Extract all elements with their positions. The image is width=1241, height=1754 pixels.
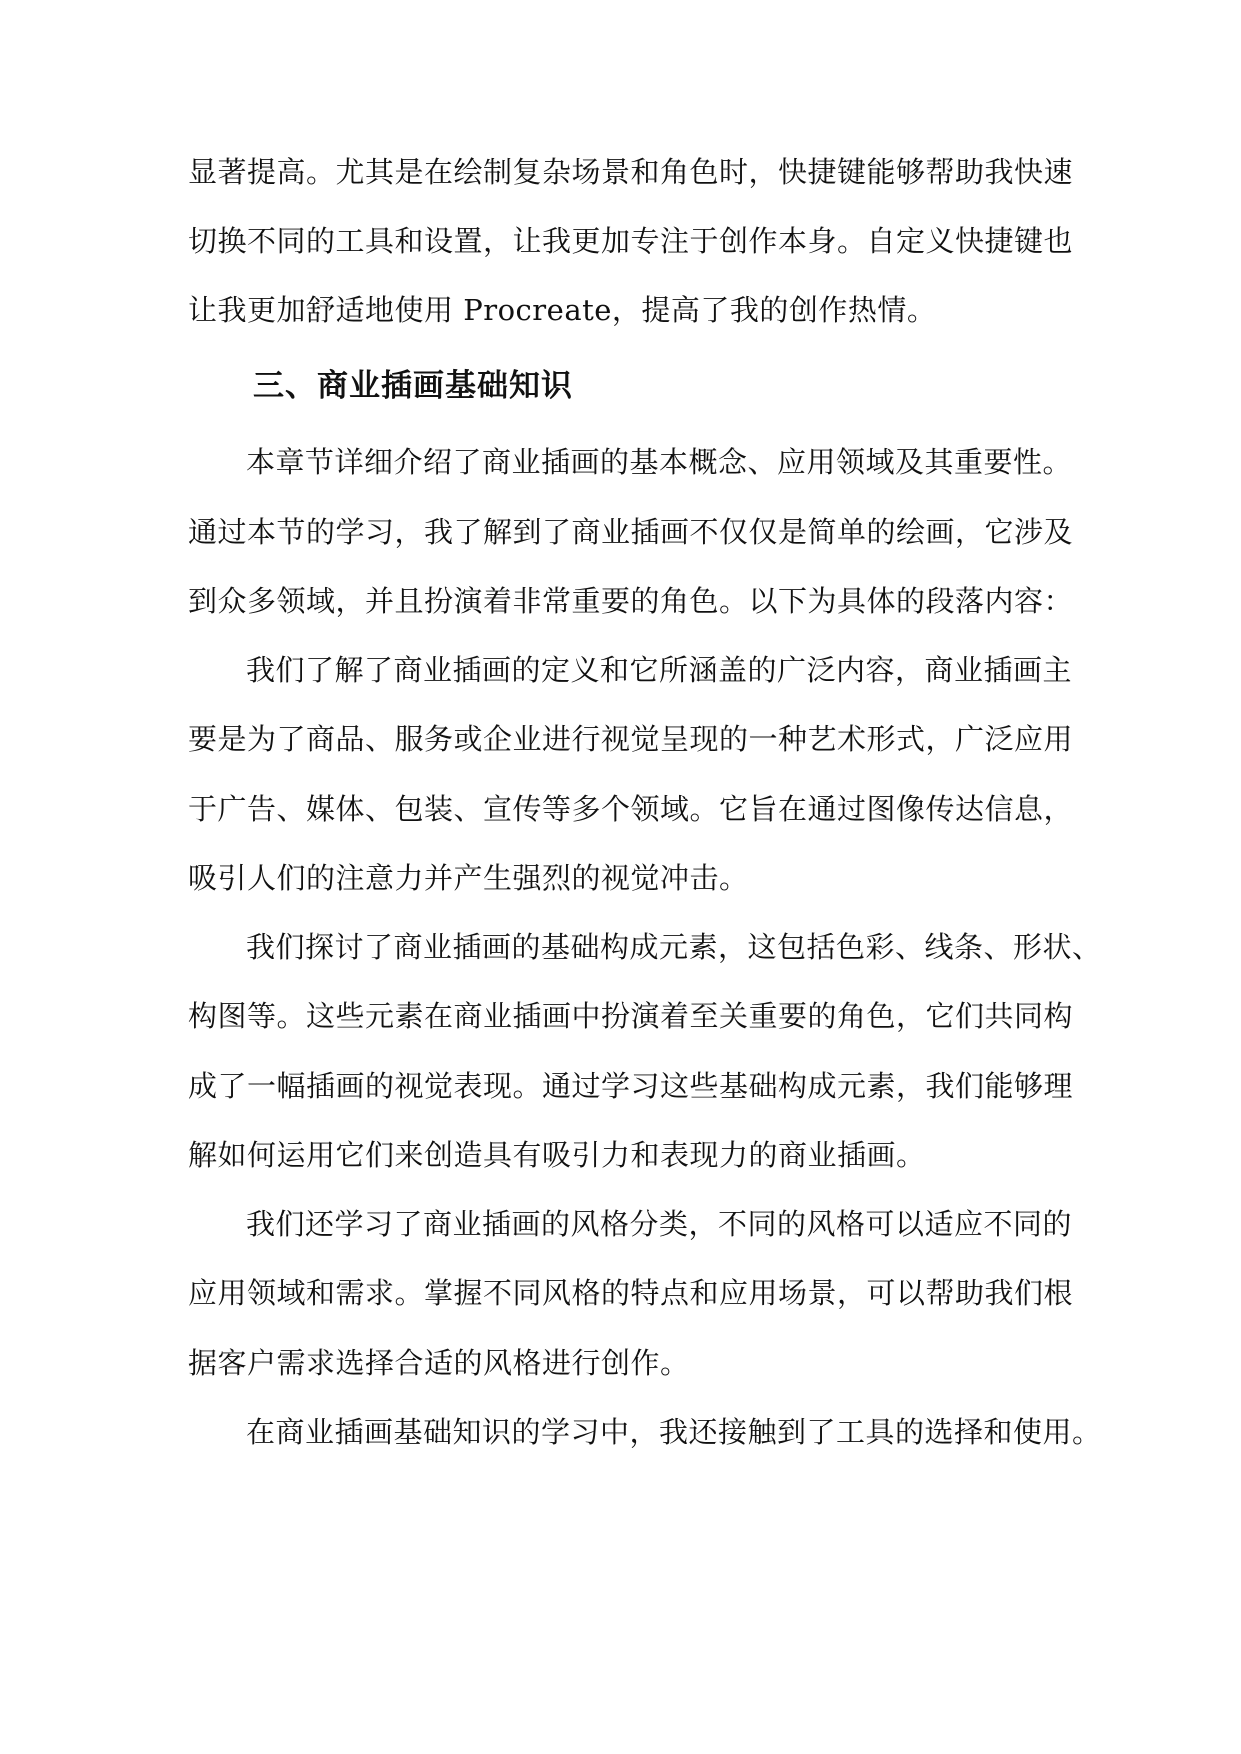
text-line: 我们了解了商业插画的定义和它所涵盖的广泛内容，商业插画主 [246, 653, 1073, 687]
text-line: 在商业插画基础知识的学习中，我还接触到了工具的选择和使用。 [246, 1415, 1102, 1449]
text-line: 显著提高。尤其是在绘制复杂场景和角色时，快捷键能够帮助我快速 [188, 155, 1074, 189]
text-line: 让我更加舒适地使用 Procreate，提高了我的创作热情。 [188, 293, 937, 327]
text-line: 到众多领域，并且扮演着非常重要的角色。以下为具体的段落内容： [188, 584, 1074, 618]
text-line: 构图等。这些元素在商业插画中扮演着至关重要的角色，它们共同构 [188, 999, 1074, 1033]
text-line: 我们探讨了商业插画的基础构成元素，这包括色彩、线条、形状、 [246, 930, 1102, 964]
text-line: 切换不同的工具和设置，让我更加专注于创作本身。自定义快捷键也 [188, 224, 1074, 258]
text-line: 解如何运用它们来创造具有吸引力和表现力的商业插画。 [188, 1138, 926, 1172]
section-heading: 三、商业插画基础知识 [253, 368, 573, 404]
text-line: 吸引人们的注意力并产生强烈的视觉冲击。 [188, 861, 749, 895]
text-line: 要是为了商品、服务或企业进行视觉呈现的一种艺术形式，广泛应用 [188, 722, 1074, 756]
text-line: 成了一幅插画的视觉表现。通过学习这些基础构成元素，我们能够理 [188, 1069, 1074, 1103]
text-line: 据客户需求选择合适的风格进行创作。 [188, 1346, 690, 1380]
text-line: 于广告、媒体、包装、宣传等多个领域。它旨在通过图像传达信息， [188, 792, 1074, 826]
text-line: 应用领域和需求。掌握不同风格的特点和应用场景，可以帮助我们根 [188, 1276, 1074, 1310]
text-line: 本章节详细介绍了商业插画的基本概念、应用领域及其重要性。 [246, 445, 1073, 479]
text-line: 我们还学习了商业插画的风格分类，不同的风格可以适应不同的 [246, 1207, 1073, 1241]
text-line: 通过本节的学习，我了解到了商业插画不仅仅是简单的绘画，它涉及 [188, 515, 1074, 549]
